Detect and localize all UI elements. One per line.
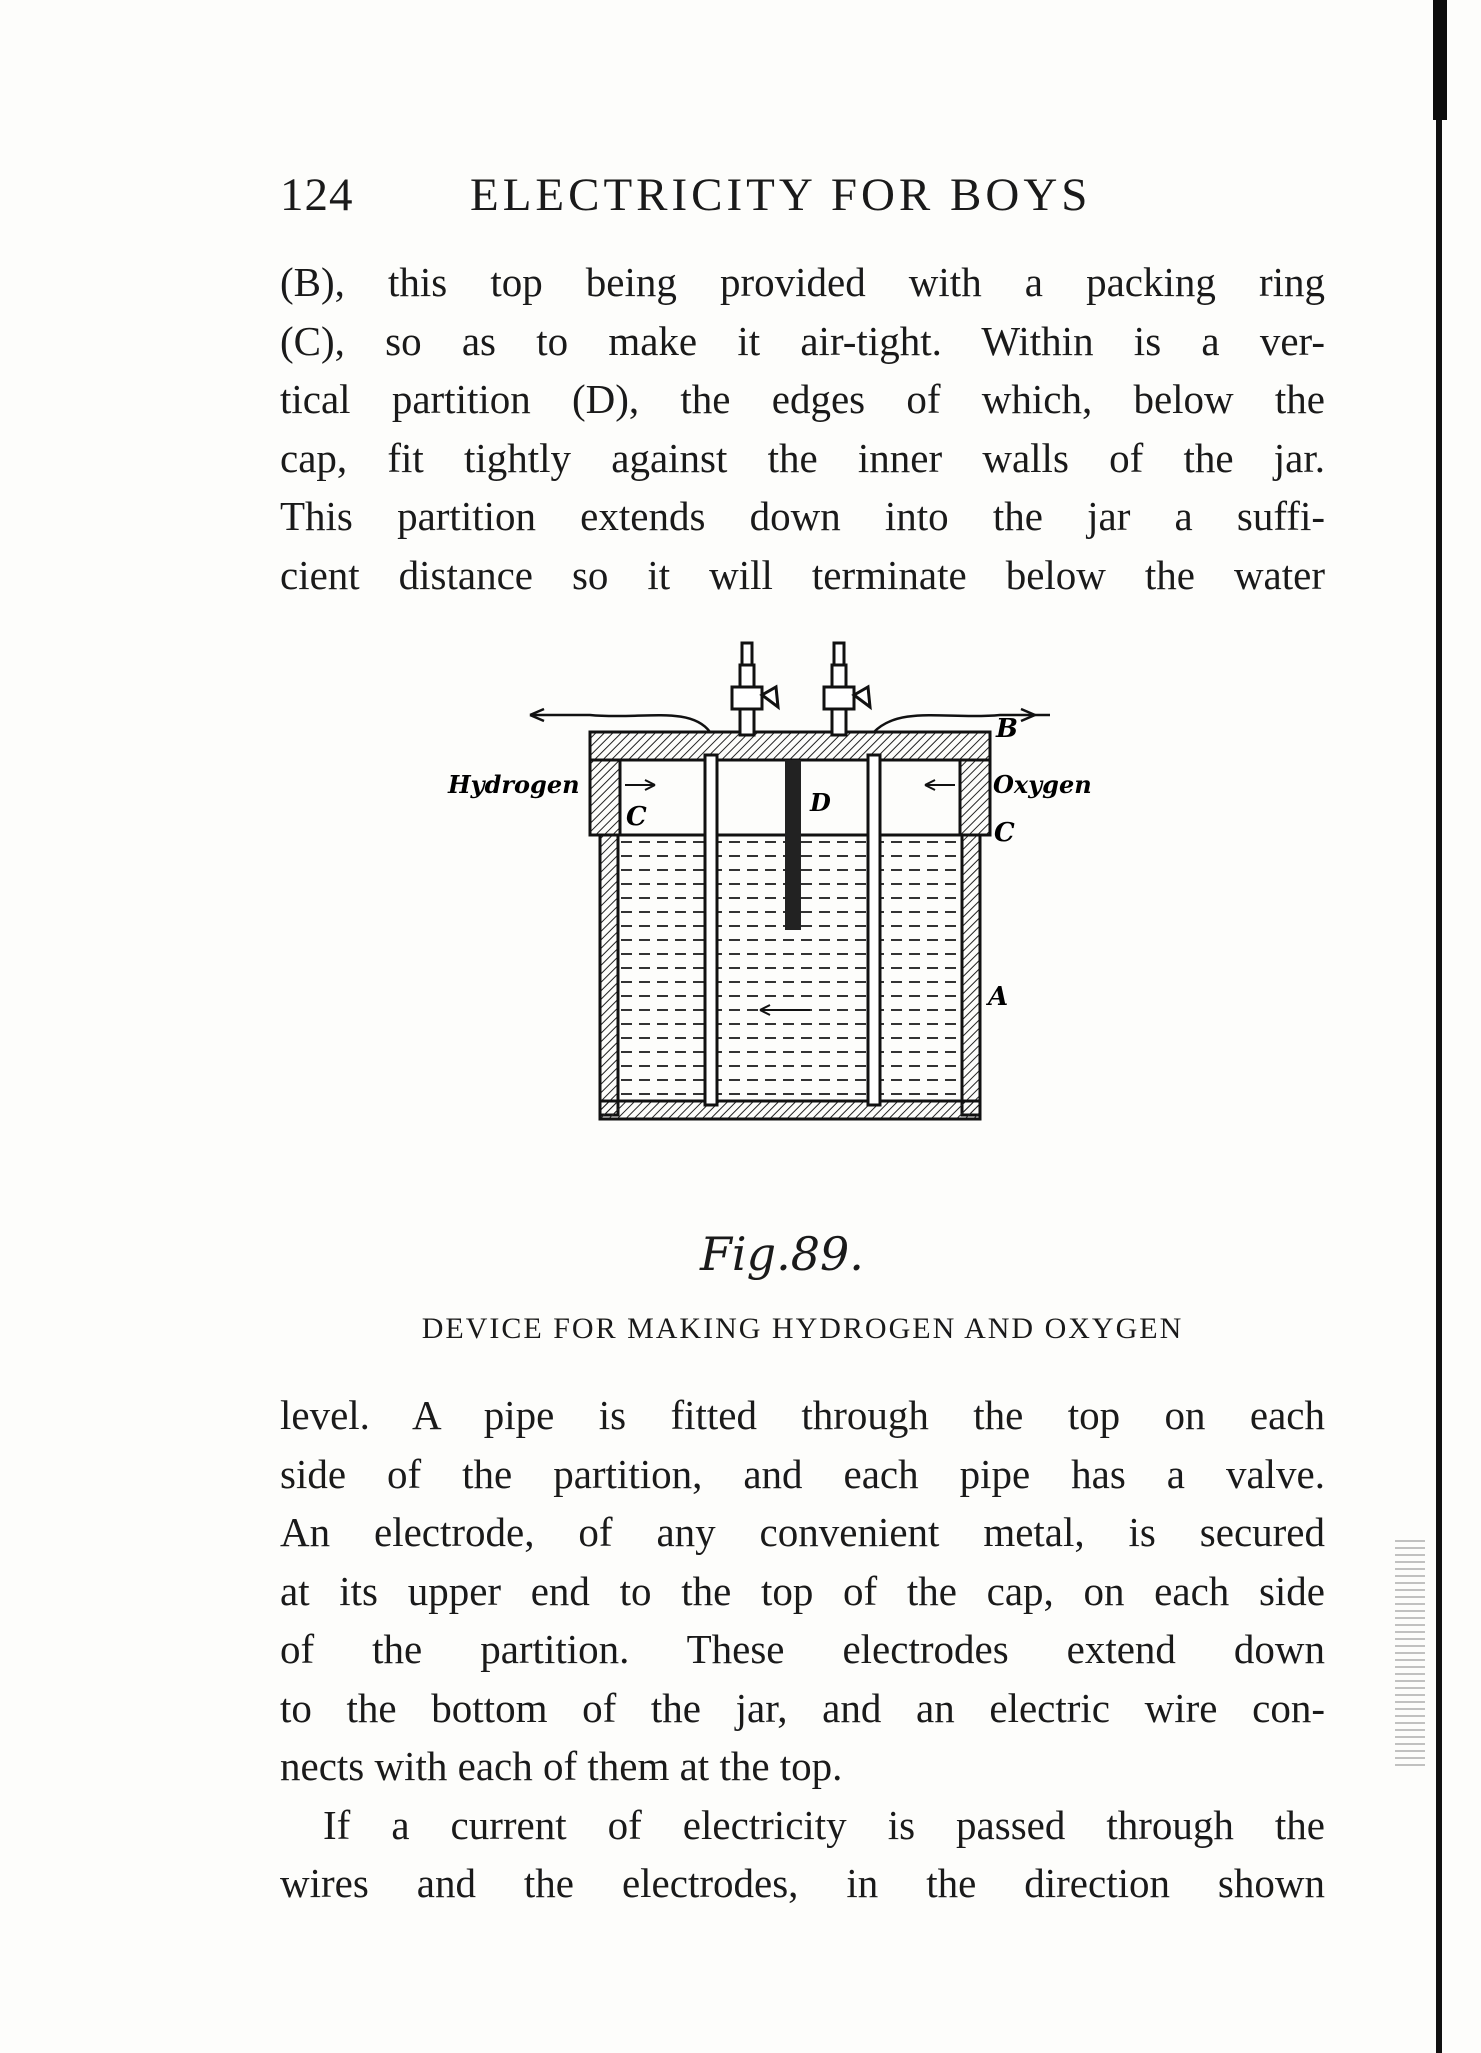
paragraph-bottom <box>280 1386 1325 1913</box>
scan-speckle <box>1395 1540 1425 1770</box>
text-line: of the partition. These electrodes extend down <box>280 1626 1325 1672</box>
text-line: to the bottom of the jar, and an electric wire con- <box>280 1684 1325 1731</box>
wire-right <box>874 715 1050 732</box>
label-hydrogen: Hydrogen <box>448 770 580 799</box>
text-line: level. A pipe is fitted through the top on each <box>280 1392 1325 1438</box>
text-line: This partition extends down into the jar a suffi- <box>280 493 1325 539</box>
text-line: at its upper end to the top of the cap, on each side <box>280 1567 1325 1614</box>
arrow-gas-left-icon <box>625 780 655 790</box>
text-line: (B), this top being provided with a packing ring <box>280 259 1325 305</box>
text-line: wires and the electrodes, in the direction shown <box>280 1860 1325 1906</box>
page-edge-shadow <box>1433 0 1447 120</box>
arrow-gas-right-icon <box>925 780 955 790</box>
wire-left <box>530 715 710 732</box>
label-b: B <box>996 714 1018 744</box>
figure-number: Fig.89. <box>700 1227 864 1281</box>
paragraph-top <box>280 253 1325 604</box>
electrode-left <box>705 755 717 1105</box>
label-d: D <box>810 788 831 817</box>
figure-caption: DEVICE FOR MAKING HYDROGEN AND OXYGEN <box>421 1312 1184 1345</box>
text-line: cap, fit tightly against the inner walls of the jar. <box>280 434 1325 481</box>
text-line: nects with each of them at the top. <box>280 1743 843 1789</box>
text-line: (C), so as to make it air-tight. Within is a ver- <box>280 317 1325 364</box>
label-c-right: C <box>994 818 1015 848</box>
text-line: side of the partition, and each pipe has a valve. <box>280 1450 1325 1497</box>
label-oxygen: Oxygen <box>993 770 1092 799</box>
text-line: An electrode, of any convenient metal, is secured <box>280 1509 1325 1555</box>
label-c-left: C <box>626 802 647 832</box>
running-header <box>280 168 1325 228</box>
valve-left <box>732 643 778 735</box>
text-line: If a current of electricity is passed through the <box>323 1801 1325 1848</box>
valve-right <box>824 643 870 735</box>
partition <box>785 760 801 930</box>
text-line: cient distance so it will terminate below the water <box>280 551 1325 598</box>
page-edge <box>1436 0 1442 2053</box>
text-line: tical partition (D), the edges of which, below the <box>280 376 1325 422</box>
figure-apparatus <box>440 625 1160 1265</box>
running-title: ELECTRICITY FOR BOYS <box>470 169 1092 221</box>
electrode-right <box>868 755 880 1105</box>
label-a: A <box>988 982 1009 1012</box>
page-number: 124 <box>280 169 354 221</box>
